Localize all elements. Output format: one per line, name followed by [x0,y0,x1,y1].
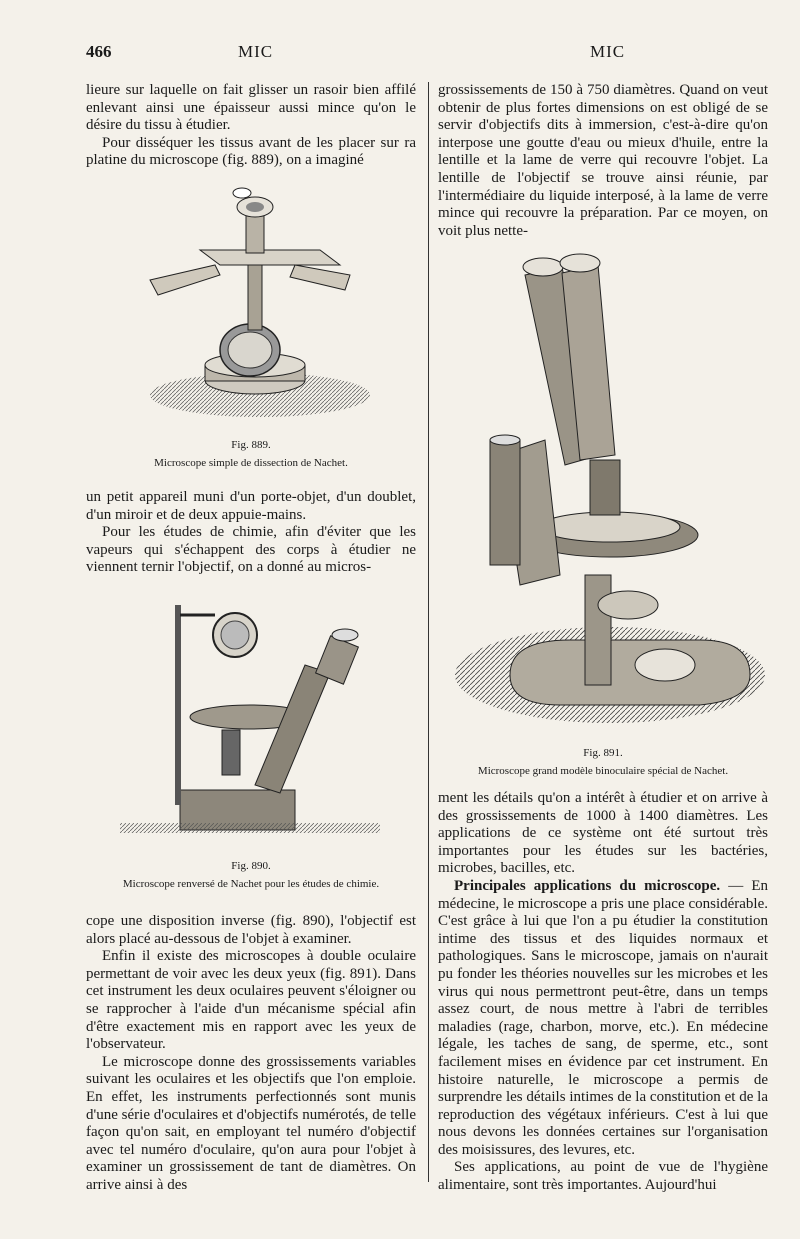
header-left-title: MIC [238,42,274,61]
left-paragraph-3: un petit appareil muni d'un porte-objet, d'un doublet, d'un miroir et de deux appuie-mains. Pour les études de chimie, afin d'éviter que les vapeurs qui s'échappent des corps à étudier ne viennent ternir l'objectif, on a donné au micros- [86,489,416,576]
header-right-title: MIC [590,42,626,61]
left-paragraph-5: cope une disposition inverse (fig. 890), l'objectif est alors placé au-dessous de l'objet à examiner. Enfin il existe des microscopes à double oculaire permettant de voir avec les deux yeux (fig. 891). Dans cet instrument les deux oculaires peuvent s'éloigner ou se rapprocher à l'aide d'un mécanisme spécial afin d'être exactement mis en rapport avec les yeux de l'observateur. Le microscope donne des grossissements variables suivant les oculaires et les objectifs que l'on emploie. En effet, les instruments perfectionnés sont munis d'une série d'oculaires et d'objectifs numérotés, de telle façon qu'on sait, en employant tel numéro d'objectif avec tel numéro d'oculaire, qu'on aura pour l'objet à examiner un grossissement de tant de diamètres. On arrive ainsi à des [86,913,416,1193]
figure-889-title: Microscope simple de dissection de Nachet. [154,456,348,469]
page-number: 466 [86,42,112,61]
left-paragraph-6: Enfin il existe des microscopes à double oculaire permettant de voir avec les deux yeux (fig. 891). Dans cet instrument les deux oculaires peuvent s'éloigner ou se rapprocher à l'aide d'un mécanisme spécial afin d'être exactement mis en rapport avec les yeux de l'observateur. [86,948,416,1053]
right-paragraph-4: Ses applications, au point de vue de l'hygiène alimentaire, sont très importantes. Aujourd'hui [438,1159,768,1194]
figure-890-illustration [110,595,400,845]
section-body: — En médecine, le microscope a pris une place considérable. C'est grâce à lui que l'on a pu étudier la constitution intime des tissus et des liquides normaux et pathologiques. Sans le microscope, jamais on n'aurait pu fonder les théories nouvelles sur les microbes et les virus qui nous permettront peut-être, dans un temps assez court, de nous mettre à l'abri de terribles maladies (rage, charbon, morve, etc.). En médecine légale, les taches de sang, de sperme, etc., sont facilement mises en évidence par cet instrument. En histoire naturelle, le microscope a permis de surprendre les détails intimes de la constitution et de la reproduction des végétaux inférieurs. C'est à lui que nous devons les données certaines sur l'organisation des moisissures, des levures, etc. [438,877,768,1158]
figure-891-caption [438,745,768,780]
figure-891-illustration [450,245,770,740]
figure-891-label: Fig. 891. [583,747,623,759]
figure-889-label: Fig. 889. [231,439,271,451]
figure-890-title: Microscope renversé de Nachet pour les études de chimie. [122,877,380,890]
left-paragraph-1: lieure sur laquelle on fait glisser un rasoir bien affilé enlevant ainsi une épaisseur aussi mince qu'on le désire du tissu à étudier. Pour disséquer les tissus avant de les placer sur ra platine du microscope (fig. 889), on a imaginé [86,82,416,169]
figure-890-label: Fig. 890. [231,860,271,872]
section-heading: Principales applications du microscope. [454,877,721,894]
figure-891-title: Microscope grand modèle binoculaire spécial de Nachet. [477,764,729,777]
figure-889-caption [86,437,416,472]
left-paragraph-7: Le microscope donne des grossissements variables suivant les oculaires et les objectifs que l'on emploie. En effet, les instruments perfectionnés sont munis d'une série d'oculaires et d'objectifs numérotés, de telle façon qu'on sait, en employant tel numéro d'objectif avec tel numéro d'oculaire, qu'on aura pour l'objet à examiner un grossissement de tant de diamètres. On arrive ainsi à des [86,1053,416,1193]
figure-889-illustration [120,185,380,430]
left-paragraph-4: Pour les études de chimie, afin d'éviter que les vapeurs qui s'échappent des corps à étudier ne viennent ternir l'objectif, on a donné au micros- [86,524,416,576]
right-paragraph-1: grossissements de 150 à 750 diamètres. Quand on veut obtenir de plus fortes dimensions on est obligé de se servir d'objectifs dits à immersion, c'est-à-dire qu'on interpose une goutte d'eau ou mieux d'huile, entre la lentille et la lame de verre qui recouvre l'objet. La lentille de l'objectif se trouve ainsi réunie, par l'intermédiaire du liquide interposé, à la lame de verre mince qui recouvre la préparation. Par ce moyen, on voit plus nette- [438,82,768,239]
figure-890-caption [86,858,416,893]
right-paragraph-2: ment les détails qu'on a intérêt à étudier et on arrive à des grossissements de 1000 à 1400 diamètres. Les applications de ce système ont été surtout très importantes pour les études sur les bactéries, microbes, bacilles, etc. Principales applications du microscope. — En médecine, le microscope a pris une place considérable. C'est grâce à lui que l'on a pu étudier la constitution intime des tissus et des liquides normaux et pathologiques. Sans le microscope, jamais on n'aurait pu fonder les théories nouvelles sur les microbes et les virus qui nous permettront peut-être, dans un temps assez court, de nous mettre à l'abri de terribles maladies (rage, charbon, morve, etc.). En médecine légale, les taches de sang, de sperme, etc., sont facilement mises en évidence par cet instrument. En histoire naturelle, le microscope a permis de surprendre les détails intimes de la constitution et de la reproduction des végétaux inférieurs. C'est à lui que nous devons les données certaines sur l'organisation des moisissures, des levures, etc. Ses applications, au point de vue de l'hygiène alimentaire, sont très importantes. Aujourd'hui [438,790,768,1194]
column-divider [428,82,429,1182]
left-paragraph-2: Pour disséquer les tissus avant de les placer sur ra platine du microscope (fig. 889), on a imaginé [86,134,416,169]
running-header [0,42,800,66]
right-paragraph-3 [438,878,768,1160]
